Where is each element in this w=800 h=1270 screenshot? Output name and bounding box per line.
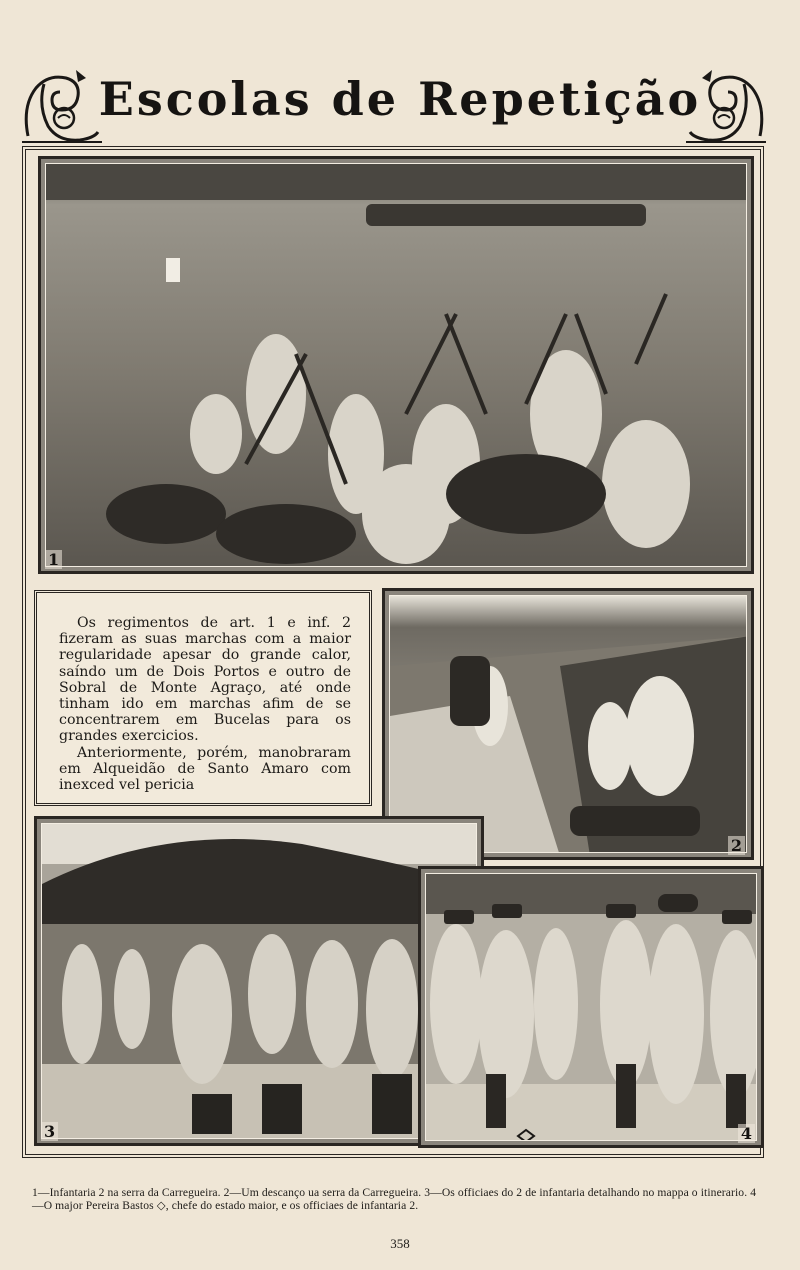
photo-1-image [46, 164, 747, 567]
photo-3 [34, 816, 484, 1146]
page-number: 358 [390, 1236, 410, 1251]
photo-caption: 1—Infantaria 2 na serra da Carregueira. 2—Um descanço ua serra da Carregueira. 3—Os officiaes do 2 de infantaria detalhando no mappa o itinerario. 4—O major Pereira Bastos ◇, chefe do estado maior, e os officiaes de infantaria 2. [32, 1186, 757, 1212]
photo-number: 1 [45, 550, 62, 569]
article-text [34, 590, 372, 806]
photo-4 [418, 866, 764, 1148]
photo-4-image [426, 874, 757, 1141]
photo-number: 2 [728, 836, 745, 855]
article-paragraph-1: Os regimentos de art. 1 e inf. 2 fizeram as suas marchas com a maior regularidade apesar do grande calor, saíndo um de Dois Portos e outro de Sobral de Monte Agraço, até onde tinham ido em marchas afim de se concentrarem em Bucelas para os grandes exercicios. [59, 615, 351, 745]
photo-2-image [390, 596, 747, 853]
photo-number: 4 [738, 1124, 755, 1143]
photo-number: 3 [41, 1122, 58, 1141]
photo-1 [38, 156, 754, 574]
page-title: Escolas de Repetição [98, 72, 702, 126]
article-paragraph-2: Anteriormente, porém, manobraram em Alqueidão de Santo Amaro com inexced vel pericia [59, 744, 351, 794]
photo-3-image [42, 824, 477, 1139]
